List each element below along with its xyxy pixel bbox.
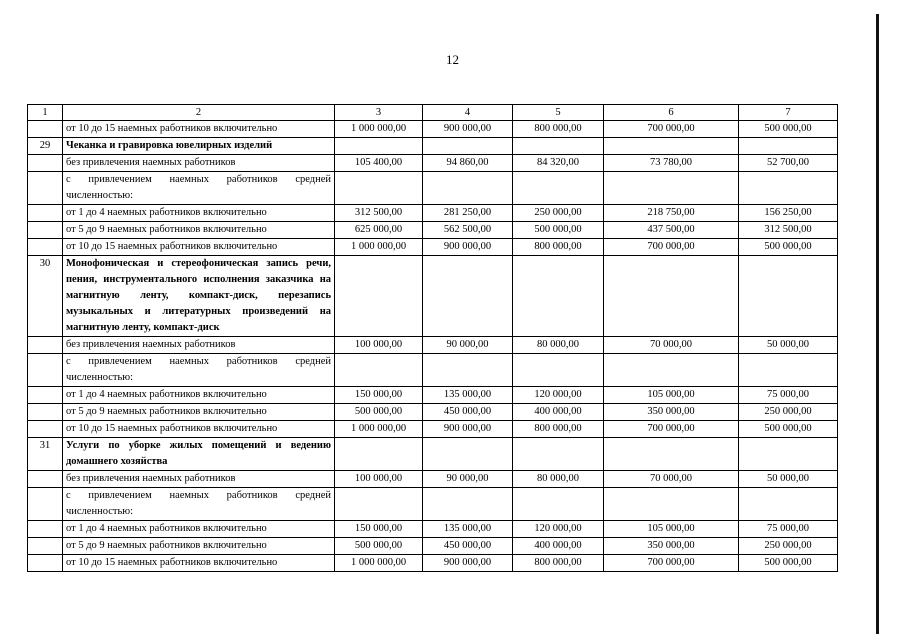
description-cell: от 5 до 9 наемных работников включительно: [63, 404, 335, 421]
description-cell: с привлечением наемных работников средней численностью:: [63, 488, 335, 521]
table-row: [28, 421, 838, 438]
value-cell: 500 000,00: [335, 538, 423, 555]
header-cell: 7: [739, 105, 838, 121]
value-cell: 500 000,00: [335, 404, 423, 421]
row-number-cell: [28, 488, 63, 521]
value-cell: 70 000,00: [604, 337, 739, 354]
row-number-cell: [28, 205, 63, 222]
value-cell: 500 000,00: [739, 421, 838, 438]
value-cell: 218 750,00: [604, 205, 739, 222]
value-cell: 100 000,00: [335, 471, 423, 488]
header-cell: 6: [604, 105, 739, 121]
value-cell: [335, 354, 423, 387]
value-cell: [335, 256, 423, 337]
value-cell: 900 000,00: [423, 555, 513, 572]
header-cell: 5: [513, 105, 604, 121]
value-cell: 150 000,00: [335, 387, 423, 404]
table-row: [28, 155, 838, 172]
value-cell: 400 000,00: [513, 538, 604, 555]
value-cell: 700 000,00: [604, 239, 739, 256]
scan-edge-bar: [876, 14, 879, 634]
table-row: [28, 555, 838, 572]
value-cell: [423, 256, 513, 337]
row-number-cell: [28, 538, 63, 555]
value-cell: 437 500,00: [604, 222, 739, 239]
value-cell: 70 000,00: [604, 471, 739, 488]
value-cell: 800 000,00: [513, 239, 604, 256]
value-cell: 450 000,00: [423, 404, 513, 421]
page-number: 12: [446, 52, 459, 67]
value-cell: [513, 172, 604, 205]
description-cell: от 10 до 15 наемных работников включительно: [63, 555, 335, 572]
value-cell: 250 000,00: [739, 538, 838, 555]
table-row: [28, 471, 838, 488]
description-cell: без привлечения наемных работников: [63, 337, 335, 354]
value-cell: 400 000,00: [513, 404, 604, 421]
value-cell: 500 000,00: [739, 555, 838, 572]
value-cell: [604, 138, 739, 155]
value-cell: 900 000,00: [423, 121, 513, 138]
value-cell: [604, 438, 739, 471]
value-cell: 52 700,00: [739, 155, 838, 172]
row-number-cell: [28, 521, 63, 538]
value-cell: 350 000,00: [604, 538, 739, 555]
value-cell: 94 860,00: [423, 155, 513, 172]
row-number-cell: [28, 239, 63, 256]
value-cell: 75 000,00: [739, 387, 838, 404]
row-number-cell: [28, 555, 63, 572]
value-cell: 73 780,00: [604, 155, 739, 172]
row-number-cell: 29: [28, 138, 63, 155]
value-cell: 156 250,00: [739, 205, 838, 222]
value-cell: [423, 172, 513, 205]
value-cell: [335, 438, 423, 471]
value-cell: 120 000,00: [513, 387, 604, 404]
tariff-table: [27, 104, 838, 572]
row-number-cell: [28, 155, 63, 172]
section-row: [28, 438, 838, 471]
value-cell: 500 000,00: [513, 222, 604, 239]
value-cell: [513, 438, 604, 471]
value-cell: 350 000,00: [604, 404, 739, 421]
value-cell: [423, 438, 513, 471]
row-number-cell: [28, 222, 63, 239]
value-cell: 700 000,00: [604, 555, 739, 572]
value-cell: 250 000,00: [739, 404, 838, 421]
value-cell: 250 000,00: [513, 205, 604, 222]
table-row: [28, 488, 838, 521]
value-cell: [513, 256, 604, 337]
value-cell: [739, 354, 838, 387]
value-cell: 700 000,00: [604, 421, 739, 438]
value-cell: 1 000 000,00: [335, 421, 423, 438]
value-cell: 105 000,00: [604, 521, 739, 538]
table-row: [28, 538, 838, 555]
value-cell: 312 500,00: [739, 222, 838, 239]
table-row: [28, 337, 838, 354]
description-cell: от 10 до 15 наемных работников включительно: [63, 121, 335, 138]
value-cell: 900 000,00: [423, 239, 513, 256]
value-cell: 500 000,00: [739, 121, 838, 138]
row-number-cell: [28, 172, 63, 205]
description-cell: от 5 до 9 наемных работников включительно: [63, 538, 335, 555]
value-cell: 80 000,00: [513, 337, 604, 354]
value-cell: 135 000,00: [423, 521, 513, 538]
table-row: [28, 222, 838, 239]
description-cell: с привлечением наемных работников средней численностью:: [63, 172, 335, 205]
description-cell: от 10 до 15 наемных работников включительно: [63, 421, 335, 438]
row-number-cell: [28, 387, 63, 404]
description-cell: без привлечения наемных работников: [63, 155, 335, 172]
value-cell: 135 000,00: [423, 387, 513, 404]
row-number-cell: 31: [28, 438, 63, 471]
row-number-cell: [28, 337, 63, 354]
value-cell: [739, 488, 838, 521]
description-cell: с привлечением наемных работников средней численностью:: [63, 354, 335, 387]
header-cell: 1: [28, 105, 63, 121]
table-row: [28, 121, 838, 138]
section-row: [28, 256, 838, 337]
value-cell: [739, 438, 838, 471]
value-cell: [423, 488, 513, 521]
value-cell: [513, 138, 604, 155]
description-cell: без привлечения наемных работников: [63, 471, 335, 488]
value-cell: 84 320,00: [513, 155, 604, 172]
value-cell: 75 000,00: [739, 521, 838, 538]
value-cell: 450 000,00: [423, 538, 513, 555]
value-cell: [335, 488, 423, 521]
value-cell: 90 000,00: [423, 471, 513, 488]
value-cell: [335, 138, 423, 155]
value-cell: [335, 172, 423, 205]
value-cell: 120 000,00: [513, 521, 604, 538]
row-number-cell: [28, 354, 63, 387]
row-number-cell: 30: [28, 256, 63, 337]
value-cell: [739, 256, 838, 337]
value-cell: 150 000,00: [335, 521, 423, 538]
row-number-cell: [28, 121, 63, 138]
value-cell: 625 000,00: [335, 222, 423, 239]
value-cell: 500 000,00: [739, 239, 838, 256]
value-cell: 800 000,00: [513, 555, 604, 572]
value-cell: 800 000,00: [513, 121, 604, 138]
value-cell: 312 500,00: [335, 205, 423, 222]
table-row: [28, 239, 838, 256]
table-row: [28, 172, 838, 205]
section-row: [28, 138, 838, 155]
row-number-cell: [28, 471, 63, 488]
value-cell: 90 000,00: [423, 337, 513, 354]
value-cell: 562 500,00: [423, 222, 513, 239]
description-cell: от 10 до 15 наемных работников включительно: [63, 239, 335, 256]
value-cell: 1 000 000,00: [335, 239, 423, 256]
value-cell: 80 000,00: [513, 471, 604, 488]
description-cell: от 1 до 4 наемных работников включительно: [63, 521, 335, 538]
table-header-row: [28, 105, 838, 121]
header-cell: 3: [335, 105, 423, 121]
value-cell: [739, 138, 838, 155]
row-number-cell: [28, 404, 63, 421]
description-cell: от 1 до 4 наемных работников включительно: [63, 205, 335, 222]
value-cell: [423, 354, 513, 387]
header-cell: 4: [423, 105, 513, 121]
value-cell: 50 000,00: [739, 337, 838, 354]
table-row: [28, 404, 838, 421]
value-cell: 900 000,00: [423, 421, 513, 438]
value-cell: [604, 256, 739, 337]
value-cell: 281 250,00: [423, 205, 513, 222]
value-cell: 105 000,00: [604, 387, 739, 404]
value-cell: [604, 354, 739, 387]
header-cell: 2: [63, 105, 335, 121]
value-cell: 50 000,00: [739, 471, 838, 488]
value-cell: [739, 172, 838, 205]
value-cell: 800 000,00: [513, 421, 604, 438]
value-cell: 100 000,00: [335, 337, 423, 354]
value-cell: [513, 354, 604, 387]
table-row: [28, 205, 838, 222]
value-cell: [604, 172, 739, 205]
description-cell: от 5 до 9 наемных работников включительно: [63, 222, 335, 239]
value-cell: [604, 488, 739, 521]
table-row: [28, 387, 838, 404]
description-cell: от 1 до 4 наемных работников включительно: [63, 387, 335, 404]
section-title-cell: Монофоническая и стереофоническая запись речи, пения, инструментального исполнения заказчика на магнитную ленту, компакт-диск, перезапись музыкальных и литературных произведений на магнитную ленту, компакт-диск: [63, 256, 335, 337]
table-row: [28, 521, 838, 538]
section-title-cell: Услуги по уборке жилых помещений и ведению домашнего хозяйства: [63, 438, 335, 471]
value-cell: 1 000 000,00: [335, 555, 423, 572]
value-cell: 105 400,00: [335, 155, 423, 172]
table-row: [28, 354, 838, 387]
value-cell: [513, 488, 604, 521]
row-number-cell: [28, 421, 63, 438]
value-cell: 700 000,00: [604, 121, 739, 138]
section-title-cell: Чеканка и гравировка ювелирных изделий: [63, 138, 335, 155]
value-cell: 1 000 000,00: [335, 121, 423, 138]
value-cell: [423, 138, 513, 155]
